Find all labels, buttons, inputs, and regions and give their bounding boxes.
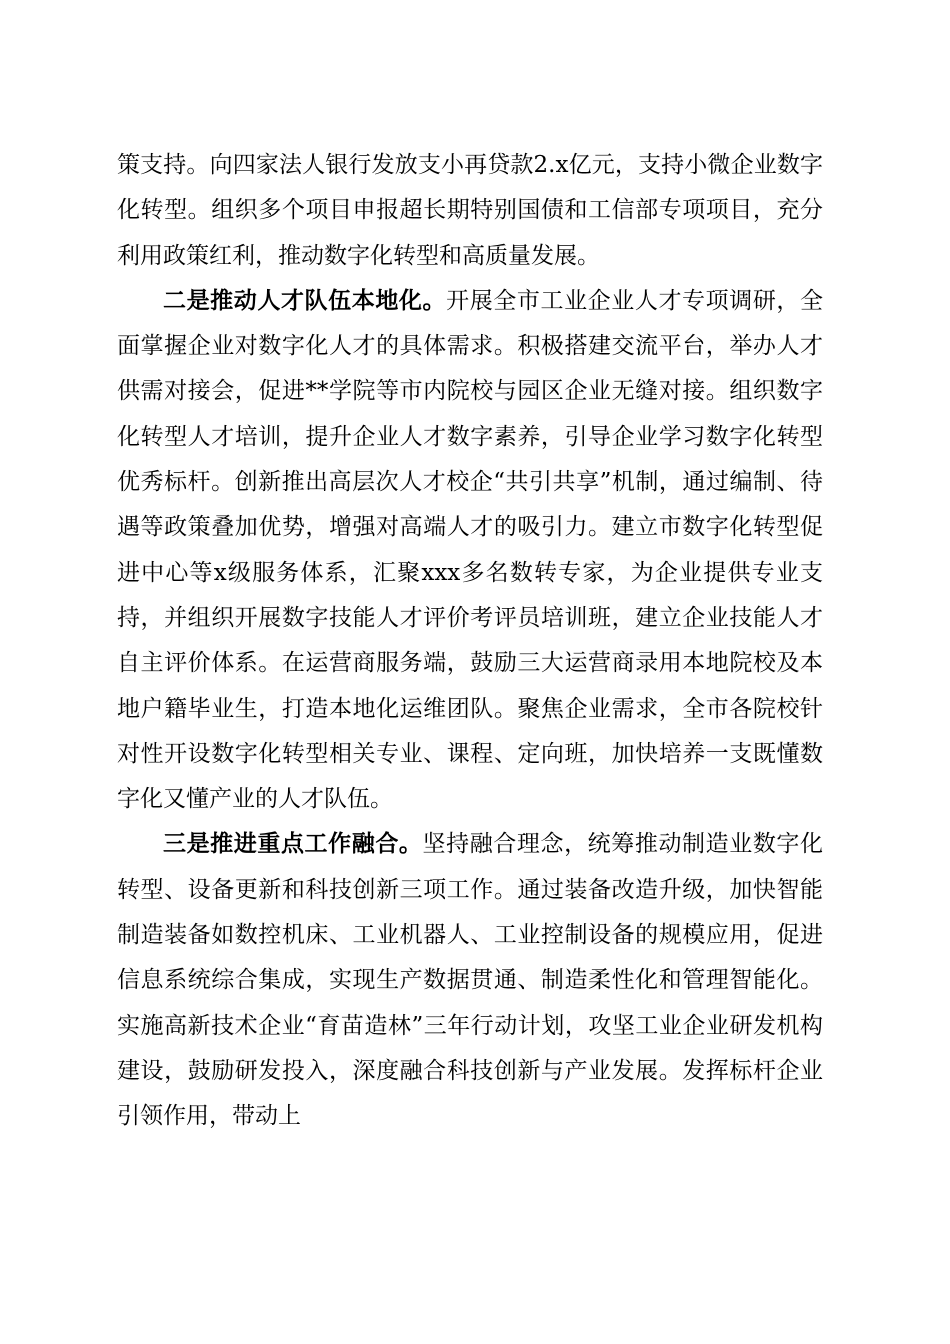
paragraph-heading: 三是推进重点工作融合。 [163,831,423,858]
paragraph-heading: 二是推动人才队伍本地化。 [163,287,447,314]
paragraph-work-integration [117,822,823,1139]
paragraph-continuation [117,143,823,279]
paragraph-talent-localization [117,279,823,823]
paragraph-text: 坚持融合理念，统筹推动制造业数字化转型、设备更新和科技创新三项工作。通过装备改造升级，加快智能制造装备如数控机床、工业机器人、工业控制设备的规模应用，促进信息系统综合集成，实现生产数据贯通、制造柔性化和管理智能化。实施高新技术企业“育苗造林”三年行动计划，攻坚工业企业研发机构建设，鼓励研发投入，深度融合科技创新与产业发展。发挥标杆企业引领作用，带动上 [117,831,824,1130]
paragraph-text: 策支持。向四家法人银行发放支小再贷款2.x亿元，支持小微企业数字化转型。组织多个项目申报超长期特别国债和工信部专项项目，充分利用政策红利，推动数字化转型和高质量发展。 [117,152,823,269]
paragraph-text: 开展全市工业企业人才专项调研，全面掌握企业对数字化人才的具体需求。积极搭建交流平台，举办人才供需对接会，促进**学院等市内院校与园区企业无缝对接。组织数字化转型人才培训，提升企业人才数字素养，引导企业学习数字化转型优秀标杆。创新推出高层次人才校企“共引共享”机制，通过编制、待遇等政策叠加优势，增强对高端人才的吸引力。建立市数字化转型促进中心等x级服务体系，汇聚xxx多名数转专家，为企业提供专业支持，并组织开展数字技能人才评价考评员培训班，建立企业技能人才自主评价体系。在运营商服务端，鼓励三大运营商录用本地院校及本地户籍毕业生，打造本地化运维团队。聚焦企业需求，全市各院校针对性开设数字化转型相关专业、课程、定向班，加快培养一支既懂数字化又懂产业的人才队伍。 [117,287,824,813]
document-body [117,143,823,1140]
